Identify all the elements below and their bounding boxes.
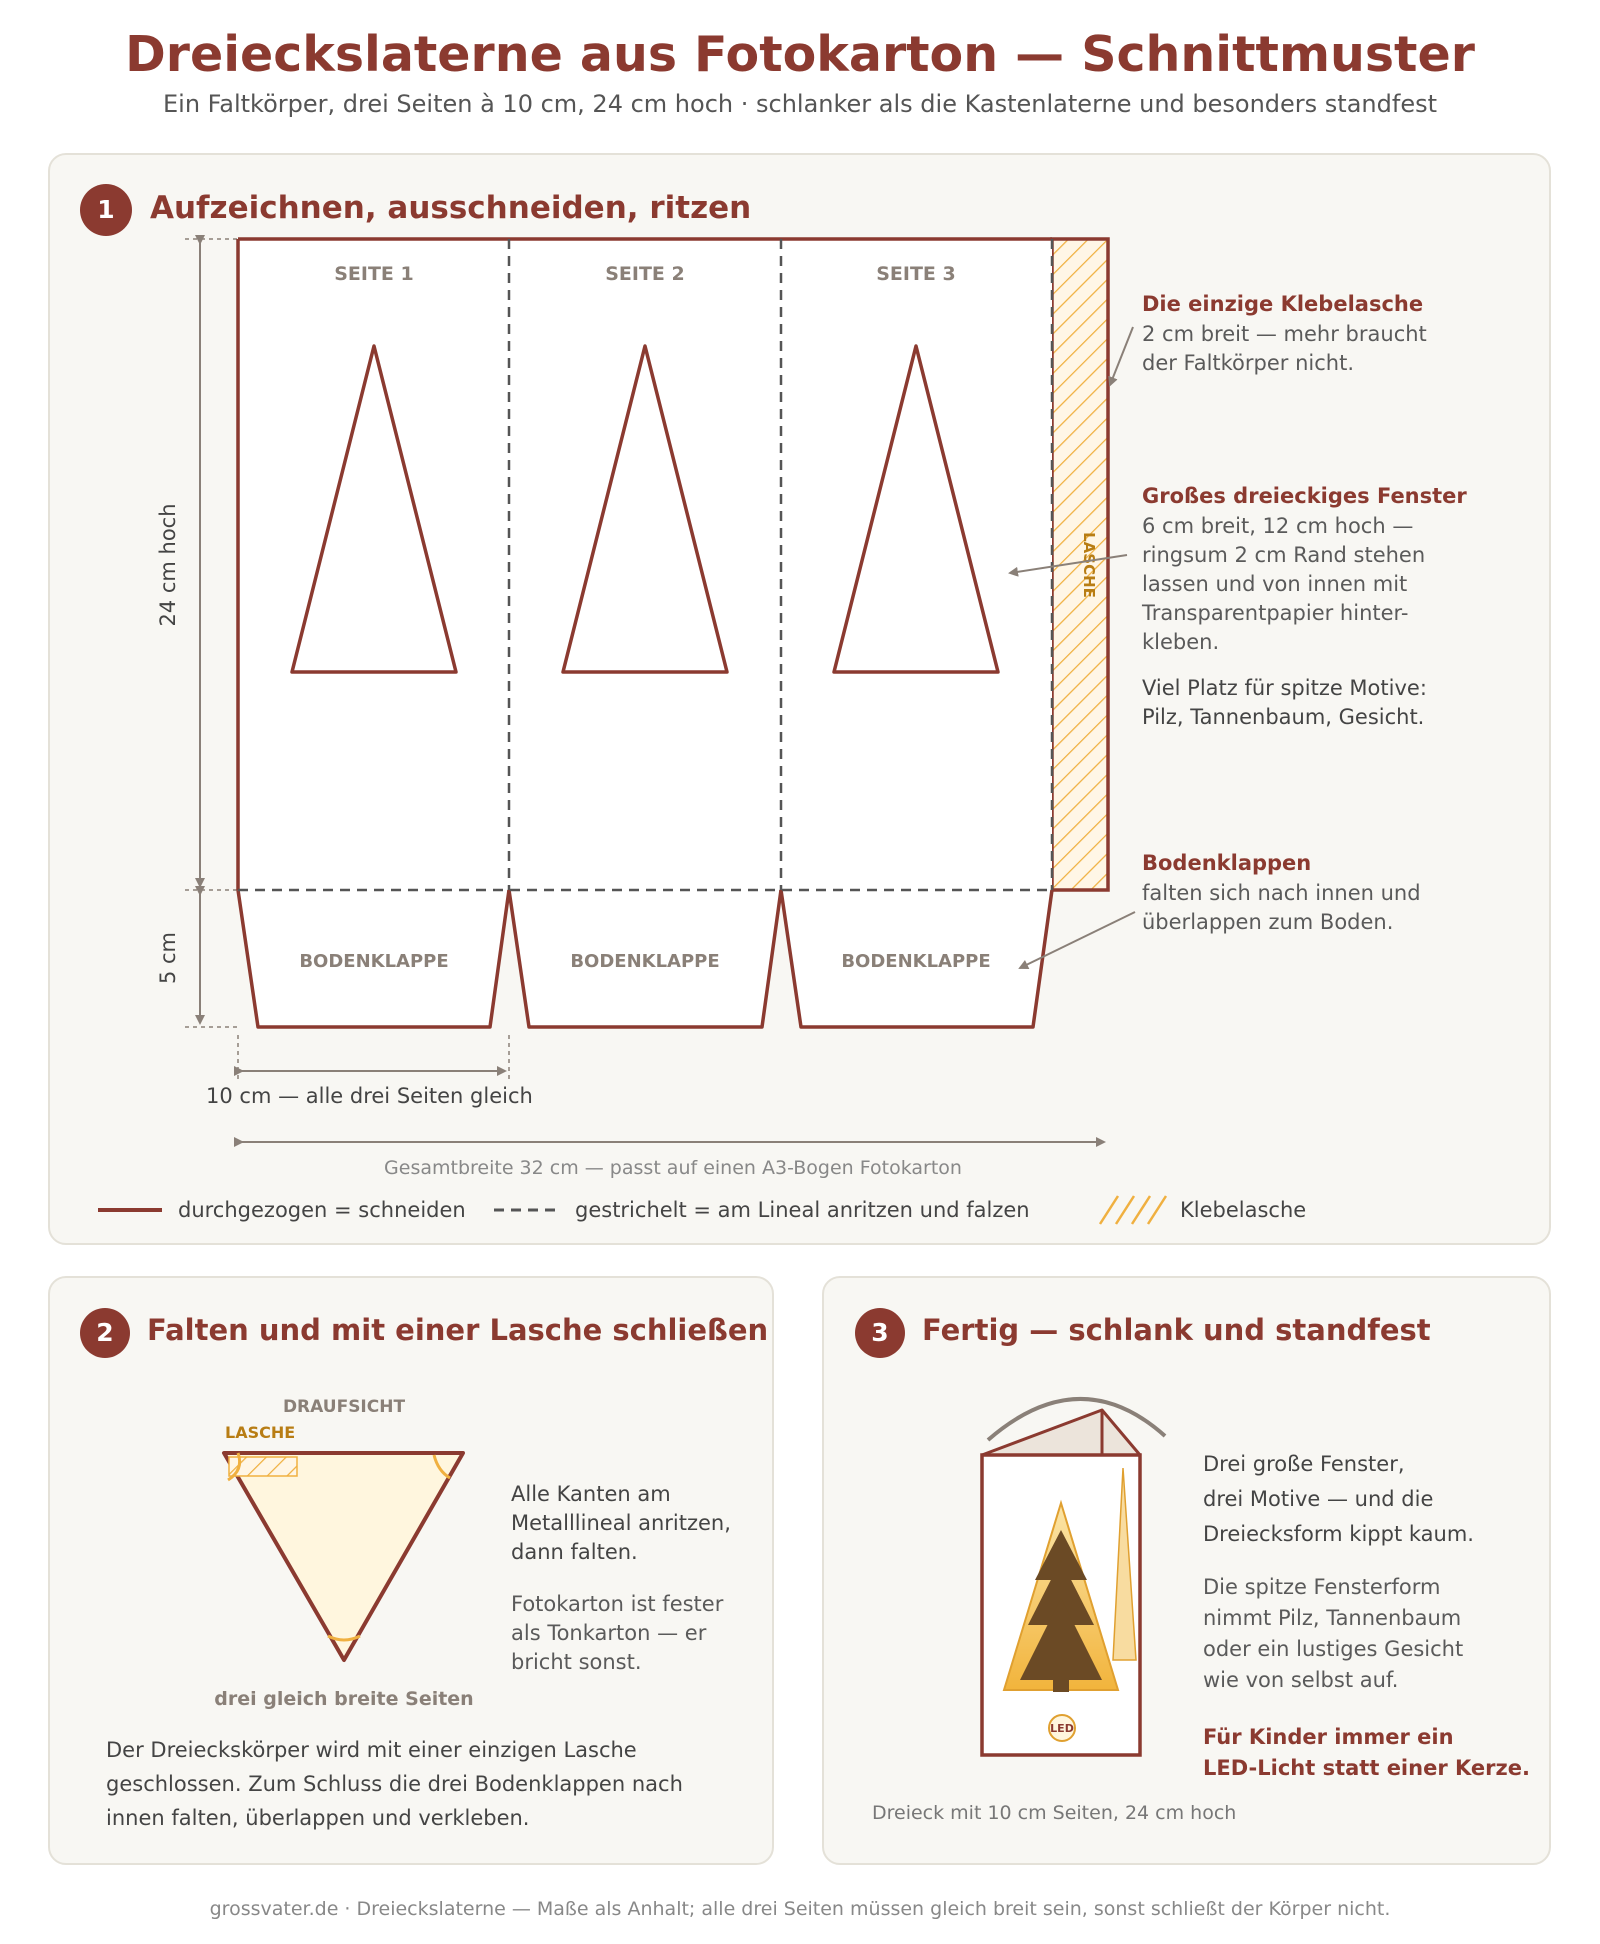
note-window-extra: Viel Platz für spitze Motive: Pilz, Tannenbaum, Gesicht. bbox=[1142, 676, 1427, 729]
lantern-top-face bbox=[982, 1410, 1140, 1455]
legend-solid-label: durchgezogen = schneiden bbox=[178, 1198, 466, 1222]
led-label: LED bbox=[1050, 1722, 1074, 1735]
step3-warning: Für Kinder immer ein LED-Licht statt einer Kerze. bbox=[1203, 1725, 1530, 1780]
note-window-title: Großes dreieckiges Fenster bbox=[1142, 484, 1467, 508]
step1-title: Aufzeichnen, ausschneiden, ritzen bbox=[150, 190, 752, 226]
step3-number: 3 bbox=[855, 1308, 905, 1358]
step2-text1: Alle Kanten am Metalllineal anritzen, dann falten. bbox=[511, 1482, 731, 1564]
width-dim-label: 10 cm — alle drei Seiten gleich bbox=[206, 1084, 533, 1108]
note-flaps-text: falten sich nach innen und überlappen zum Boden. bbox=[1142, 881, 1421, 934]
page-subtitle: Ein Faltkörper, drei Seiten à 10 cm, 24 cm hoch · schlanker als die Kastenlaterne und besonders standfest bbox=[163, 90, 1437, 118]
total-width-label: Gesamtbreite 32 cm — passt auf einen A3-Bogen Fotokarton bbox=[384, 1157, 962, 1179]
page-title: Dreieckslaterne aus Fotokarton — Schnittmuster bbox=[125, 26, 1475, 83]
note-tab-text: 2 cm breit — mehr braucht der Faltkörper nicht. bbox=[1142, 322, 1427, 375]
flap-label-1: BODENKLAPPE bbox=[299, 951, 449, 972]
step2-body: Der Dreieckskörper wird mit einer einzigen Lasche geschlossen. Zum Schluss die drei Bodenklappen nach innen falten, überlappen und verkleben. bbox=[106, 1738, 683, 1830]
step2-title: Falten und mit einer Lasche schließen bbox=[147, 1313, 769, 1347]
legend-dashed-label: gestrichelt = am Lineal anritzen und falzen bbox=[575, 1198, 1030, 1222]
flap-label-2: BODENKLAPPE bbox=[570, 951, 720, 972]
side-label-3: SEITE 3 bbox=[876, 263, 956, 285]
height-dim-label: 24 cm hoch bbox=[156, 503, 180, 627]
top-view-sides-label: drei gleich breite Seiten bbox=[214, 1688, 474, 1710]
step3-text1: Drei große Fenster, drei Motive — und die Dreiecksform kippt kaum. bbox=[1203, 1452, 1474, 1546]
footer-note: grossvater.de · Dreieckslaterne — Maße als Anhalt; alle drei Seiten müssen gleich breit sein, sonst schließt der Körper nicht. bbox=[209, 1898, 1391, 1920]
step3-caption: Dreieck mit 10 cm Seiten, 24 cm hoch bbox=[872, 1802, 1237, 1824]
side-label-2: SEITE 2 bbox=[605, 263, 685, 285]
step2-text2: Fotokarton ist fester als Tonkarton — er bricht sonst. bbox=[511, 1592, 724, 1674]
step3-text2: Die spitze Fensterform nimmt Pilz, Tannenbaum oder ein lustiges Gesicht wie von selbst auf. bbox=[1203, 1575, 1464, 1692]
note-tab-title: Die einzige Klebelasche bbox=[1142, 292, 1424, 316]
note-flaps-title: Bodenklappen bbox=[1142, 851, 1312, 875]
glue-tab-label: LASCHE bbox=[1080, 532, 1098, 598]
top-view-label: DRAUFSICHT bbox=[282, 1397, 406, 1417]
side-label-1: SEITE 1 bbox=[334, 263, 414, 285]
step1-number: 1 bbox=[80, 184, 132, 236]
note-window-text: 6 cm breit, 12 cm hoch — ringsum 2 cm Rand stehen lassen und von innen mit Transparentpapier hinter- kleben. bbox=[1142, 514, 1426, 654]
step2-number: 2 bbox=[80, 1308, 130, 1358]
top-view-tab-label: LASCHE bbox=[225, 1423, 296, 1442]
step3-title: Fertig — schlank und standfest bbox=[922, 1313, 1431, 1347]
flap-dim-label: 5 cm bbox=[156, 931, 180, 985]
legend-hatch-label: Klebelasche bbox=[1180, 1198, 1307, 1222]
flap-label-3: BODENKLAPPE bbox=[841, 951, 991, 972]
